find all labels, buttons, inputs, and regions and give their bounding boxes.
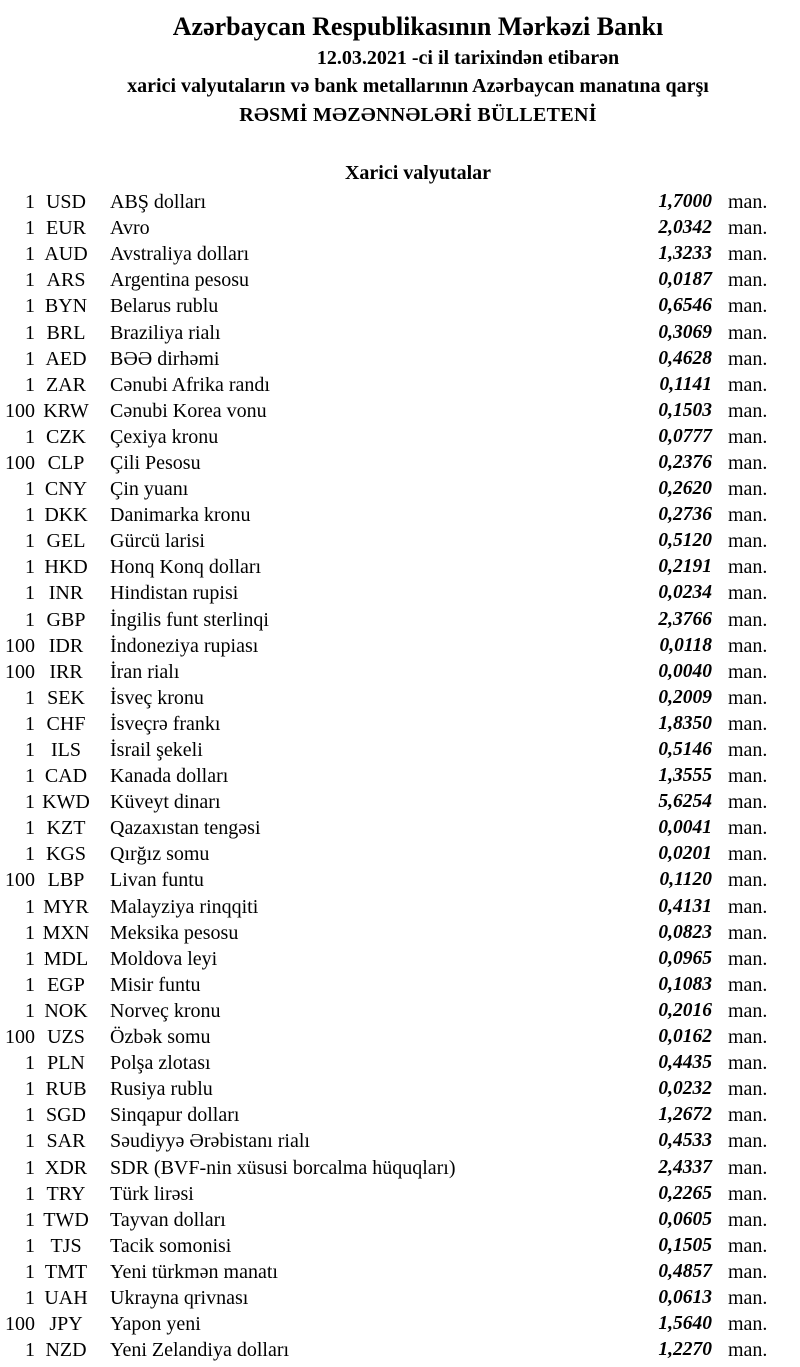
currency-code-cell: BRL: [46, 321, 86, 344]
unit-label-cell: man.: [728, 791, 768, 814]
currency-code-cell: XDR: [44, 1156, 88, 1179]
rate-value-cell: 0,2376: [658, 451, 712, 473]
rate-value-cell: 0,0605: [658, 1208, 712, 1230]
table-row: [0, 789, 800, 815]
rate-value-cell: 0,0162: [658, 1026, 712, 1048]
quantity-cell: 100: [5, 869, 35, 892]
unit-label-cell: man.: [728, 608, 768, 631]
rate-value-cell: 0,4533: [658, 1130, 712, 1152]
currency-name-cell: Misir funtu: [110, 973, 201, 996]
rate-value-cell: 1,5640: [658, 1313, 712, 1335]
quantity-cell: 1: [25, 191, 35, 214]
rate-value-cell: 1,2672: [658, 1104, 712, 1126]
currency-name-cell: Livan funtu: [110, 869, 204, 892]
currency-name-cell: Honq Konq dolları: [110, 556, 262, 579]
quantity-cell: 1: [25, 817, 35, 840]
table-row: [0, 398, 800, 424]
unit-label-cell: man.: [728, 243, 768, 266]
rate-value-cell: 0,5120: [658, 530, 712, 552]
table-row: [0, 267, 800, 293]
unit-label-cell: man.: [728, 1286, 768, 1309]
unit-label-cell: man.: [728, 269, 768, 292]
quantity-cell: 1: [25, 1339, 35, 1362]
rate-value-cell: 0,0613: [658, 1286, 712, 1308]
quantity-cell: 1: [25, 999, 35, 1022]
rate-value-cell: 0,6546: [658, 295, 712, 317]
unit-label-cell: man.: [728, 504, 768, 527]
currency-name-cell: Polşa zlotası: [110, 1052, 211, 1075]
quantity-cell: 1: [25, 347, 35, 370]
currency-code-cell: ARS: [46, 269, 86, 292]
quantity-cell: 1: [25, 791, 35, 814]
rate-value-cell: 1,8350: [658, 712, 712, 734]
quantity-cell: 1: [25, 556, 35, 579]
quantity-cell: 100: [5, 1313, 35, 1336]
quantity-cell: 1: [25, 582, 35, 605]
table-row: [0, 841, 800, 867]
quantity-cell: 1: [25, 712, 35, 735]
quantity-cell: 100: [5, 399, 35, 422]
quantity-cell: 1: [25, 1156, 35, 1179]
rate-value-cell: 1,2270: [658, 1339, 712, 1361]
currency-code-cell: USD: [45, 191, 86, 214]
currency-code-cell: IRR: [49, 660, 83, 683]
currency-code-cell: NZD: [45, 1339, 87, 1362]
rate-value-cell: 2,4337: [658, 1156, 712, 1178]
table-row: [0, 372, 800, 398]
rate-value-cell: 0,1141: [659, 373, 712, 395]
currency-code-cell: SGD: [45, 1104, 86, 1127]
currency-code-cell: EGP: [47, 973, 85, 996]
currency-code-cell: BYN: [44, 295, 88, 318]
quantity-cell: 100: [5, 660, 35, 683]
table-row: [0, 920, 800, 946]
currency-code-cell: NOK: [44, 999, 88, 1022]
unit-label-cell: man.: [728, 973, 768, 996]
quantity-cell: 1: [25, 1182, 35, 1205]
unit-label-cell: man.: [728, 634, 768, 657]
table-row: [0, 1337, 800, 1363]
currency-code-cell: GEL: [46, 530, 86, 553]
currency-name-cell: Tayvan dolları: [110, 1208, 226, 1231]
unit-label-cell: man.: [728, 321, 768, 344]
currency-name-cell: Braziliya rialı: [110, 321, 221, 344]
currency-name-cell: Norveç kronu: [110, 999, 221, 1022]
rate-value-cell: 1,7000: [658, 191, 712, 213]
currency-name-cell: Özbək somu: [110, 1026, 211, 1049]
currency-code-cell: UZS: [47, 1026, 85, 1049]
currency-code-cell: ILS: [51, 739, 81, 762]
rate-value-cell: 5,6254: [658, 791, 712, 813]
quantity-cell: 1: [25, 1130, 35, 1153]
unit-label-cell: man.: [728, 712, 768, 735]
currency-code-cell: UAH: [44, 1286, 88, 1309]
currency-code-cell: MDL: [43, 947, 89, 970]
quantity-cell: 1: [25, 765, 35, 788]
currency-name-cell: Gürcü larisi: [110, 530, 205, 553]
quantity-cell: 1: [25, 843, 35, 866]
quantity-cell: 1: [25, 504, 35, 527]
rate-value-cell: 0,1503: [658, 399, 712, 421]
unit-label-cell: man.: [728, 451, 768, 474]
quantity-cell: 1: [25, 530, 35, 553]
quantity-cell: 100: [5, 634, 35, 657]
rate-value-cell: 0,1083: [658, 973, 712, 995]
currency-code-cell: CHF: [46, 712, 86, 735]
currency-name-cell: Türk lirəsi: [110, 1182, 194, 1205]
rate-value-cell: 0,0041: [658, 817, 712, 839]
currency-name-cell: Cənubi Afrika randı: [110, 373, 270, 396]
currency-code-cell: LBP: [47, 869, 85, 892]
currency-name-cell: İsveç kronu: [110, 686, 204, 709]
effective-date-line: 12.03.2021 -ci il tarixindən etibarən: [316, 47, 620, 69]
rate-value-cell: 0,0201: [658, 843, 712, 865]
table-row: [0, 215, 800, 241]
unit-label-cell: man.: [728, 999, 768, 1022]
currency-code-cell: CZK: [46, 425, 86, 448]
unit-label-cell: man.: [728, 295, 768, 318]
rate-value-cell: 0,3069: [658, 321, 712, 343]
currency-name-cell: SDR (BVF-nin xüsusi borcalma hüquqları): [110, 1156, 456, 1179]
currency-code-cell: TMT: [44, 1260, 88, 1283]
rate-value-cell: 0,4435: [658, 1052, 712, 1074]
unit-label-cell: man.: [728, 921, 768, 944]
table-row: [0, 554, 800, 580]
currency-code-cell: TJS: [50, 1234, 82, 1257]
quantity-cell: 1: [25, 478, 35, 501]
unit-label-cell: man.: [728, 1052, 768, 1075]
table-row: [0, 737, 800, 763]
rate-value-cell: 0,2191: [658, 556, 712, 578]
currency-name-cell: Çexiya kronu: [110, 425, 219, 448]
unit-label-cell: man.: [728, 947, 768, 970]
quantity-cell: 1: [25, 973, 35, 996]
rate-value-cell: 1,3555: [658, 765, 712, 787]
rate-value-cell: 0,4131: [658, 895, 712, 917]
currency-name-cell: Qazaxıstan tengəsi: [110, 817, 261, 840]
table-row: [0, 763, 800, 789]
currency-code-cell: SEK: [47, 686, 85, 709]
unit-label-cell: man.: [728, 1313, 768, 1336]
rate-value-cell: 0,2265: [658, 1182, 712, 1204]
unit-label-cell: man.: [728, 1208, 768, 1231]
currency-code-cell: SAR: [46, 1130, 86, 1153]
unit-label-cell: man.: [728, 739, 768, 762]
subject-line: xarici valyutaların və bank metallarının Azərbaycan manatına qarşı: [127, 75, 709, 97]
currency-code-cell: ZAR: [46, 373, 86, 396]
quantity-cell: 1: [25, 947, 35, 970]
currency-code-cell: EUR: [46, 217, 86, 240]
unit-label-cell: man.: [728, 843, 768, 866]
quantity-cell: 1: [25, 217, 35, 240]
currency-name-cell: Belarus rublu: [110, 295, 219, 318]
currency-code-cell: AUD: [44, 243, 88, 266]
currency-name-cell: İran rialı: [110, 660, 180, 683]
rate-value-cell: 0,2736: [658, 504, 712, 526]
table-row: [0, 998, 800, 1024]
rate-value-cell: 0,5146: [658, 739, 712, 761]
quantity-cell: 1: [25, 1286, 35, 1309]
quantity-cell: 1: [25, 739, 35, 762]
table-row: [0, 711, 800, 737]
rate-value-cell: 0,2620: [658, 478, 712, 500]
rate-value-cell: 0,0777: [658, 425, 712, 447]
quantity-cell: 100: [5, 451, 35, 474]
currency-name-cell: Sinqapur dolları: [110, 1104, 240, 1127]
currency-name-cell: İndoneziya rupiası: [110, 634, 259, 657]
table-row: [0, 1311, 800, 1337]
currency-code-cell: PLN: [47, 1052, 85, 1075]
table-row: [0, 424, 800, 450]
currency-name-cell: Avro: [110, 217, 150, 240]
table-row: [0, 293, 800, 319]
quantity-cell: 1: [25, 1234, 35, 1257]
quantity-cell: 1: [25, 1104, 35, 1127]
quantity-cell: 1: [25, 295, 35, 318]
currency-code-cell: JPY: [49, 1313, 83, 1336]
table-row: [0, 450, 800, 476]
table-row: [0, 659, 800, 685]
currency-code-cell: TRY: [46, 1182, 86, 1205]
table-row: [0, 685, 800, 711]
unit-label-cell: man.: [728, 1078, 768, 1101]
unit-label-cell: man.: [728, 1182, 768, 1205]
currency-name-cell: İsrail şekeli: [110, 739, 203, 762]
table-row: [0, 189, 800, 215]
table-row: [0, 528, 800, 554]
bulletin-title: RƏSMİ MƏZƏNNƏLƏRİ BÜLLETENİ: [239, 104, 597, 126]
quantity-cell: 1: [25, 686, 35, 709]
quantity-cell: 100: [5, 1026, 35, 1049]
currency-code-cell: MXN: [42, 921, 90, 944]
unit-label-cell: man.: [728, 217, 768, 240]
currency-code-cell: INR: [48, 582, 84, 605]
quantity-cell: 1: [25, 895, 35, 918]
quantity-cell: 1: [25, 921, 35, 944]
currency-code-cell: TWD: [43, 1208, 89, 1231]
rate-value-cell: 0,4857: [658, 1260, 712, 1282]
currency-name-cell: İsveçrə frankı: [110, 712, 221, 735]
unit-label-cell: man.: [728, 1260, 768, 1283]
unit-label-cell: man.: [728, 1104, 768, 1127]
rate-value-cell: 0,1120: [659, 869, 712, 891]
unit-label-cell: man.: [728, 191, 768, 214]
quantity-cell: 1: [25, 321, 35, 344]
table-row: [0, 476, 800, 502]
table-row: [0, 319, 800, 345]
table-row: [0, 1024, 800, 1050]
quantity-cell: 1: [25, 1078, 35, 1101]
currency-name-cell: Ukrayna qrivnası: [110, 1286, 249, 1309]
unit-label-cell: man.: [728, 1026, 768, 1049]
quantity-cell: 1: [25, 608, 35, 631]
unit-label-cell: man.: [728, 399, 768, 422]
unit-label-cell: man.: [728, 1234, 768, 1257]
section-title-foreign-currencies: Xarici valyutalar: [344, 162, 492, 184]
table-row: [0, 1128, 800, 1154]
currency-name-cell: Çin yuanı: [110, 478, 189, 501]
currency-name-cell: ABŞ dolları: [110, 191, 207, 214]
currency-name-cell: Cənubi Korea vonu: [110, 399, 267, 422]
rate-value-cell: 1,3233: [658, 243, 712, 265]
currency-name-cell: Küveyt dinarı: [110, 791, 221, 814]
unit-label-cell: man.: [728, 425, 768, 448]
rate-value-cell: 0,0234: [658, 582, 712, 604]
quantity-cell: 1: [25, 1052, 35, 1075]
unit-label-cell: man.: [728, 347, 768, 370]
currency-code-cell: AED: [45, 347, 87, 370]
currency-name-cell: Avstraliya dolları: [110, 243, 250, 266]
currency-name-cell: Yeni türkmən manatı: [110, 1260, 278, 1283]
quantity-cell: 1: [25, 1260, 35, 1283]
table-row: [0, 1181, 800, 1207]
currency-name-cell: Hindistan rupisi: [110, 582, 239, 605]
rate-value-cell: 0,0965: [658, 947, 712, 969]
unit-label-cell: man.: [728, 478, 768, 501]
table-row: [0, 1076, 800, 1102]
rate-value-cell: 0,0232: [658, 1078, 712, 1100]
currency-name-cell: Yeni Zelandiya dolları: [110, 1339, 290, 1362]
unit-label-cell: man.: [728, 686, 768, 709]
unit-label-cell: man.: [728, 1130, 768, 1153]
currency-code-cell: CAD: [44, 765, 88, 788]
table-row: [0, 1259, 800, 1285]
rate-value-cell: 0,4628: [658, 347, 712, 369]
currency-name-cell: Kanada dolları: [110, 765, 229, 788]
unit-label-cell: man.: [728, 373, 768, 396]
currency-name-cell: Yapon yeni: [110, 1313, 201, 1336]
table-row: [0, 815, 800, 841]
rate-value-cell: 0,2016: [658, 999, 712, 1021]
rate-value-cell: 0,0823: [658, 921, 712, 943]
currency-name-cell: BƏƏ dirhəmi: [110, 347, 220, 370]
rate-value-cell: 0,0040: [658, 660, 712, 682]
currency-name-cell: Tacik somonisi: [110, 1234, 232, 1257]
quantity-cell: 1: [25, 269, 35, 292]
currency-name-cell: Moldova leyi: [110, 947, 218, 970]
currency-name-cell: Səudiyyə Ərəbistanı rialı: [110, 1130, 310, 1153]
quantity-cell: 1: [25, 373, 35, 396]
currency-name-cell: Meksika pesosu: [110, 921, 239, 944]
currency-code-cell: IDR: [48, 634, 84, 657]
unit-label-cell: man.: [728, 556, 768, 579]
rate-value-cell: 2,0342: [658, 217, 712, 239]
table-row: [0, 894, 800, 920]
table-row: [0, 502, 800, 528]
currency-code-cell: CLP: [47, 451, 85, 474]
table-row: [0, 241, 800, 267]
quantity-cell: 1: [25, 1208, 35, 1231]
unit-label-cell: man.: [728, 1156, 768, 1179]
currency-code-cell: KWD: [42, 791, 90, 814]
table-row: [0, 633, 800, 659]
unit-label-cell: man.: [728, 817, 768, 840]
unit-label-cell: man.: [728, 660, 768, 683]
currency-code-cell: CNY: [44, 478, 88, 501]
table-row: [0, 1154, 800, 1180]
currency-name-cell: Argentina pesosu: [110, 269, 250, 292]
currency-code-cell: RUB: [45, 1078, 87, 1101]
currency-name-cell: Danimarka kronu: [110, 504, 251, 527]
table-row: [0, 346, 800, 372]
currency-code-cell: HKD: [44, 556, 88, 579]
currency-code-cell: MYR: [43, 895, 89, 918]
table-row: [0, 1285, 800, 1311]
table-row: [0, 580, 800, 606]
bank-name-title: Azərbaycan Respublikasının Mərkəzi Bankı: [172, 12, 664, 41]
currency-name-cell: Çili Pesosu: [110, 451, 201, 474]
currency-code-cell: GBP: [46, 608, 86, 631]
rate-value-cell: 0,1505: [658, 1234, 712, 1256]
table-row: [0, 867, 800, 893]
currency-code-cell: KGS: [45, 843, 86, 866]
currency-code-cell: KRW: [43, 399, 89, 422]
unit-label-cell: man.: [728, 765, 768, 788]
currency-name-cell: Qırğız somu: [110, 843, 210, 866]
quantity-cell: 1: [25, 243, 35, 266]
currency-code-cell: DKK: [44, 504, 88, 527]
rate-value-cell: 0,0118: [659, 634, 712, 656]
quantity-cell: 1: [25, 425, 35, 448]
table-row: [0, 972, 800, 998]
table-row: [0, 1233, 800, 1259]
exchange-rates-table: [0, 189, 800, 1363]
table-row: [0, 1102, 800, 1128]
table-row: [0, 946, 800, 972]
currency-code-cell: KZT: [46, 817, 86, 840]
unit-label-cell: man.: [728, 530, 768, 553]
unit-label-cell: man.: [728, 582, 768, 605]
unit-label-cell: man.: [728, 1339, 768, 1362]
table-row: [0, 607, 800, 633]
rate-value-cell: 2,3766: [658, 608, 712, 630]
currency-name-cell: Rusiya rublu: [110, 1078, 213, 1101]
currency-name-cell: Malayziya rinqqiti: [110, 895, 259, 918]
table-row: [0, 1207, 800, 1233]
bulletin-header: [0, 0, 800, 130]
currency-name-cell: İngilis funt sterlinqi: [110, 608, 269, 631]
unit-label-cell: man.: [728, 895, 768, 918]
rate-value-cell: 0,2009: [658, 686, 712, 708]
rate-value-cell: 0,0187: [658, 269, 712, 291]
table-row: [0, 1050, 800, 1076]
unit-label-cell: man.: [728, 869, 768, 892]
